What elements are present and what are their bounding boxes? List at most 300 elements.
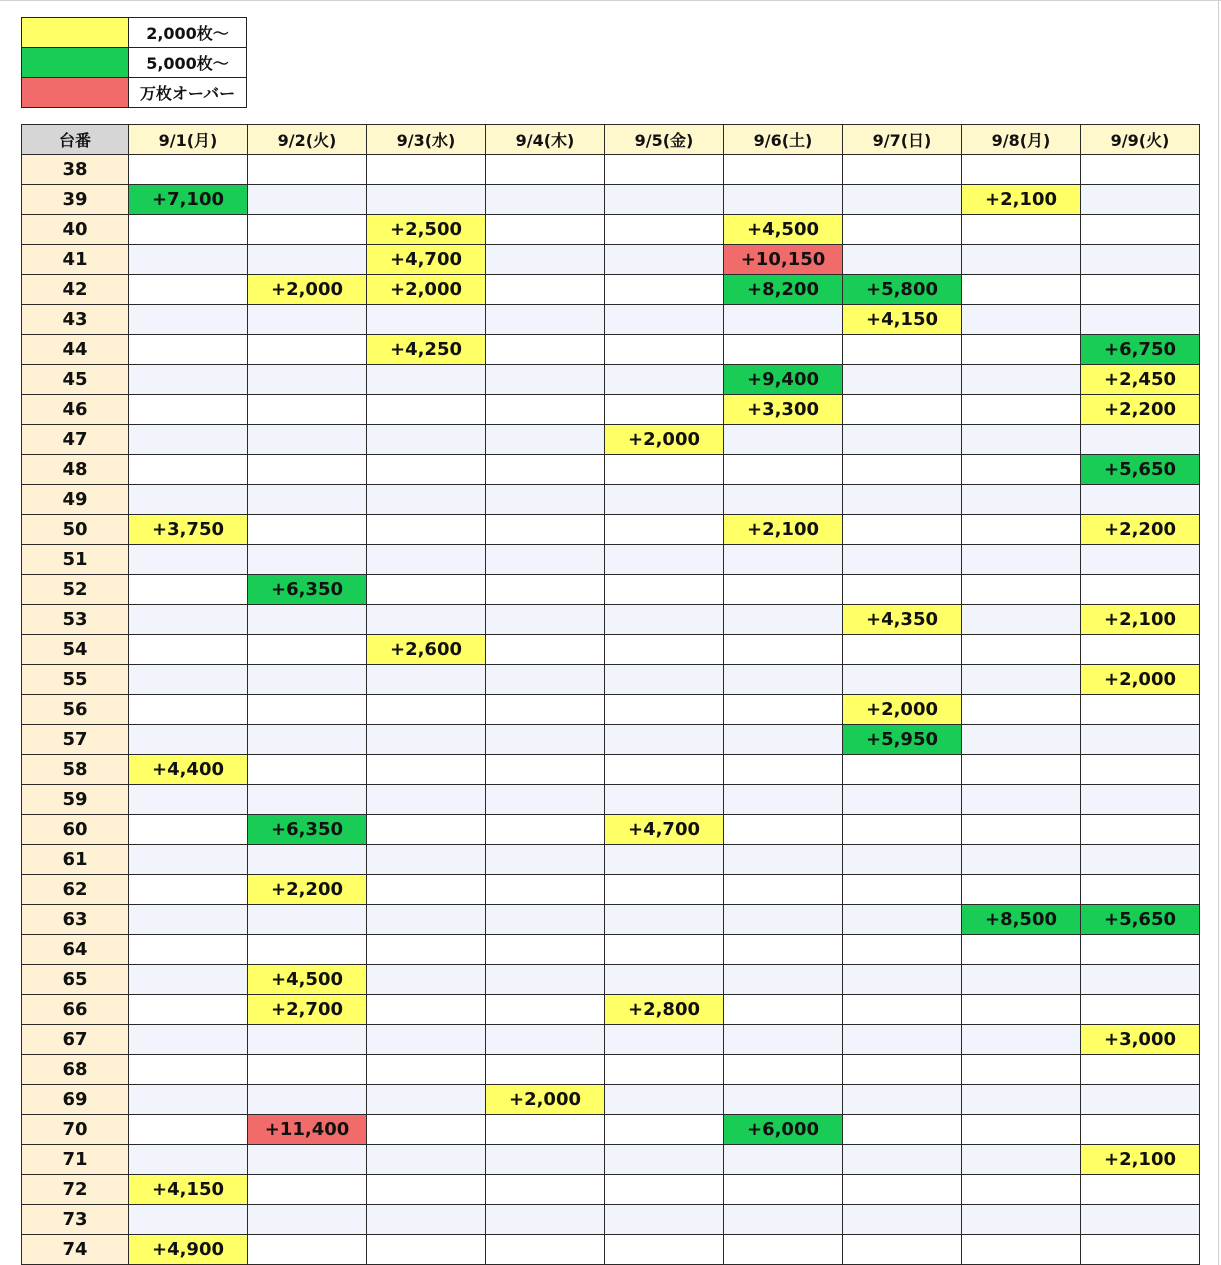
result-cell [962,425,1081,455]
result-cell: +3,750 [129,515,248,545]
result-cell [486,1175,605,1205]
result-cell: +7,100 [129,185,248,215]
result-cell [248,335,367,365]
result-cell [129,575,248,605]
result-cell [605,1085,724,1115]
machine-number: 41 [22,245,129,275]
result-cell [486,905,605,935]
table-row [22,575,1200,605]
result-cell [129,785,248,815]
table-row [22,1025,1200,1055]
result-cell [605,1115,724,1145]
result-cell [129,905,248,935]
result-cell [367,935,486,965]
machine-number: 60 [22,815,129,845]
result-cell [843,1175,962,1205]
result-cell [962,875,1081,905]
result-cell [367,155,486,185]
machine-number: 72 [22,1175,129,1205]
table-row [22,215,1200,245]
legend-label: 2,000枚～ [129,18,247,48]
result-cell [367,1115,486,1145]
result-cell [486,305,605,335]
result-cell [1081,635,1200,665]
result-cell [962,785,1081,815]
color-legend [21,17,247,108]
machine-number: 73 [22,1205,129,1235]
result-cell [248,1085,367,1115]
machine-number: 50 [22,515,129,545]
result-cell [129,1145,248,1175]
result-cell [248,905,367,935]
result-cell [486,425,605,455]
result-cell [129,215,248,245]
result-cell [962,1205,1081,1235]
result-cell [486,455,605,485]
result-cell [367,1055,486,1085]
result-cell [129,845,248,875]
result-cell [1081,755,1200,785]
result-cell [129,1025,248,1055]
result-cell: +2,700 [248,995,367,1025]
result-cell [724,305,843,335]
machine-number: 71 [22,1145,129,1175]
result-cell [962,275,1081,305]
result-cell [605,695,724,725]
result-cell [367,545,486,575]
result-cell: +4,700 [367,245,486,275]
result-cell [724,155,843,185]
result-cell [1081,875,1200,905]
result-cell [843,785,962,815]
result-cell [367,875,486,905]
table-row [22,905,1200,935]
table-header-row [22,125,1200,155]
result-cell [605,1205,724,1235]
result-cell [843,1205,962,1235]
result-cell [367,725,486,755]
result-cell [129,935,248,965]
result-cell [367,575,486,605]
result-cell [486,755,605,785]
result-cell [486,245,605,275]
result-cell [486,665,605,695]
result-cell: +2,000 [248,275,367,305]
result-cell: +2,200 [1081,515,1200,545]
result-cell: +2,800 [605,995,724,1025]
result-cell [129,605,248,635]
result-cell [129,965,248,995]
result-cell [248,365,367,395]
result-cell [724,725,843,755]
result-cell [1081,725,1200,755]
machine-number: 54 [22,635,129,665]
table-row [22,1085,1200,1115]
result-cell [129,305,248,335]
result-cell [962,485,1081,515]
result-cell [843,815,962,845]
result-cell: +2,200 [1081,395,1200,425]
result-cell [1081,1205,1200,1235]
result-cell [605,395,724,425]
table-row [22,155,1200,185]
result-cell [962,665,1081,695]
machine-number: 52 [22,575,129,605]
result-cell [1081,185,1200,215]
result-cell [367,665,486,695]
result-cell [486,785,605,815]
result-cell [724,545,843,575]
result-cell [486,1235,605,1265]
result-cell: +2,450 [1081,365,1200,395]
right-edge-line [1218,0,1219,1265]
table-row [22,185,1200,215]
result-cell [843,455,962,485]
table-row [22,635,1200,665]
table-row [22,455,1200,485]
result-cell [129,995,248,1025]
result-cell [605,845,724,875]
result-cell [962,455,1081,485]
result-cell [843,935,962,965]
result-cell [248,1055,367,1085]
result-cell [486,335,605,365]
result-cell [486,275,605,305]
table-row [22,1145,1200,1175]
result-cell [605,185,724,215]
machine-number: 74 [22,1235,129,1265]
result-cell [367,455,486,485]
result-cell [962,635,1081,665]
date-header: 9/6(土) [724,125,843,155]
result-cell [486,485,605,515]
table-row [22,275,1200,305]
result-cell [605,905,724,935]
result-cell [724,1055,843,1085]
result-cell [962,365,1081,395]
result-cell [1081,785,1200,815]
result-cell: +5,650 [1081,455,1200,485]
result-cell: +2,200 [248,875,367,905]
table-body [22,155,1200,1265]
result-cell [962,335,1081,365]
table-row [22,665,1200,695]
result-cell [605,875,724,905]
result-cell [486,515,605,545]
result-cell [486,875,605,905]
result-cell [962,725,1081,755]
result-cell [129,1055,248,1085]
result-cell: +9,400 [724,365,843,395]
result-cell [129,455,248,485]
date-header: 9/7(日) [843,125,962,155]
machine-number: 51 [22,545,129,575]
result-cell [962,1175,1081,1205]
machine-number: 46 [22,395,129,425]
machine-number: 62 [22,875,129,905]
result-cell [605,1175,724,1205]
result-cell [605,1145,724,1175]
result-cell [843,995,962,1025]
result-cell [248,185,367,215]
result-cell [129,1205,248,1235]
result-cell [962,1025,1081,1055]
result-cell [962,935,1081,965]
result-cell [129,725,248,755]
result-cell [367,815,486,845]
result-cell [605,275,724,305]
result-cell [486,575,605,605]
result-cell [367,1085,486,1115]
result-cell: +6,350 [248,575,367,605]
result-cell [724,845,843,875]
result-cell [843,425,962,455]
result-cell [605,545,724,575]
result-cell [248,215,367,245]
result-cell [486,845,605,875]
result-cell: +2,100 [1081,1145,1200,1175]
result-cell [605,1025,724,1055]
result-cell [367,1235,486,1265]
result-cell [605,635,724,665]
result-cell [605,245,724,275]
result-cell: +10,150 [724,245,843,275]
result-cell [486,1025,605,1055]
result-cell [843,875,962,905]
result-cell [1081,1055,1200,1085]
machine-number: 38 [22,155,129,185]
machine-number: 44 [22,335,129,365]
table-row [22,725,1200,755]
result-cell [248,485,367,515]
table-row [22,815,1200,845]
result-cell [486,995,605,1025]
result-cell [367,755,486,785]
date-header: 9/5(金) [605,125,724,155]
result-cell [724,1025,843,1055]
table-row [22,1175,1200,1205]
legend-label: 5,000枚～ [129,48,247,78]
result-cell [248,245,367,275]
result-cell [248,845,367,875]
result-cell [724,995,843,1025]
result-cell [962,1145,1081,1175]
result-cell [367,905,486,935]
result-cell [248,545,367,575]
result-cell [962,245,1081,275]
result-cell [1081,965,1200,995]
legend-swatch-green [22,48,129,78]
machine-results-table [21,124,1200,1265]
machine-number: 43 [22,305,129,335]
machine-number: 39 [22,185,129,215]
result-cell [962,845,1081,875]
result-cell [1081,815,1200,845]
date-header: 9/9(火) [1081,125,1200,155]
result-cell [367,305,486,335]
result-cell [367,1205,486,1235]
result-cell [1081,1235,1200,1265]
result-cell [486,935,605,965]
result-cell [843,395,962,425]
table-row [22,995,1200,1025]
result-cell [962,1055,1081,1085]
result-cell [843,155,962,185]
result-cell [486,605,605,635]
result-cell: +4,400 [129,755,248,785]
result-cell [248,155,367,185]
result-cell [843,755,962,785]
machine-number: 57 [22,725,129,755]
result-cell [724,185,843,215]
result-cell [605,455,724,485]
result-cell [367,605,486,635]
result-cell [248,635,367,665]
machine-number: 59 [22,785,129,815]
result-cell: +4,150 [843,305,962,335]
result-cell [1081,695,1200,725]
date-header: 9/4(木) [486,125,605,155]
result-cell [843,1235,962,1265]
result-cell [962,305,1081,335]
result-cell: +11,400 [248,1115,367,1145]
result-cell [724,905,843,935]
result-cell [724,1175,843,1205]
result-cell [486,1145,605,1175]
table-row [22,485,1200,515]
result-cell [962,515,1081,545]
result-cell [248,605,367,635]
result-cell [962,965,1081,995]
result-cell [962,695,1081,725]
machine-number: 66 [22,995,129,1025]
result-cell: +4,500 [724,215,843,245]
result-cell [129,1085,248,1115]
result-cell [129,545,248,575]
result-cell [248,665,367,695]
result-cell: +4,350 [843,605,962,635]
result-cell [1081,215,1200,245]
table-row [22,1055,1200,1085]
legend-swatch-red [22,78,129,108]
result-cell [486,395,605,425]
result-cell [843,515,962,545]
result-cell [248,515,367,545]
result-cell [486,365,605,395]
legend-label: 万枚オーバー [129,78,247,108]
result-cell [486,965,605,995]
result-cell [843,185,962,215]
result-cell [486,185,605,215]
result-cell [843,1145,962,1175]
result-cell [605,755,724,785]
result-cell [962,545,1081,575]
result-cell [843,1085,962,1115]
result-cell [843,1025,962,1055]
result-cell [843,635,962,665]
result-cell [605,605,724,635]
result-cell [1081,1085,1200,1115]
result-cell: +5,950 [843,725,962,755]
result-cell: +2,500 [367,215,486,245]
result-cell [367,185,486,215]
result-cell [724,485,843,515]
result-cell [605,725,724,755]
result-cell: +4,900 [129,1235,248,1265]
result-cell [1081,1115,1200,1145]
result-cell [605,215,724,245]
legend-row-yellow [22,18,247,48]
result-cell: +2,000 [843,695,962,725]
table-row [22,785,1200,815]
machine-number: 47 [22,425,129,455]
result-cell [129,335,248,365]
date-header: 9/2(火) [248,125,367,155]
result-cell [486,695,605,725]
machine-number: 58 [22,755,129,785]
result-cell [605,965,724,995]
result-cell [962,215,1081,245]
result-cell [1081,425,1200,455]
table-row [22,935,1200,965]
result-cell [1081,845,1200,875]
result-cell [843,365,962,395]
result-cell [248,1145,367,1175]
result-cell [129,155,248,185]
result-cell [129,395,248,425]
result-cell [843,485,962,515]
result-cell [486,725,605,755]
result-cell [605,515,724,545]
machine-number: 67 [22,1025,129,1055]
result-cell [129,425,248,455]
result-cell [605,785,724,815]
table-row [22,875,1200,905]
table-row [22,755,1200,785]
result-cell [1081,245,1200,275]
machine-number: 40 [22,215,129,245]
result-cell [486,155,605,185]
result-cell [367,965,486,995]
result-cell: +2,000 [367,275,486,305]
result-cell [367,515,486,545]
result-cell [367,695,486,725]
result-cell [129,365,248,395]
result-cell [129,875,248,905]
result-cell [724,965,843,995]
result-cell: +4,250 [367,335,486,365]
result-cell [605,485,724,515]
result-cell [129,815,248,845]
result-cell [486,1055,605,1085]
result-cell: +2,100 [724,515,843,545]
result-cell [248,395,367,425]
table-row [22,1115,1200,1145]
machine-number: 42 [22,275,129,305]
result-cell [962,605,1081,635]
result-cell [843,905,962,935]
table-row [22,545,1200,575]
result-cell [129,275,248,305]
machine-number: 68 [22,1055,129,1085]
result-cell [129,635,248,665]
legend-row-green [22,48,247,78]
result-cell [367,995,486,1025]
machine-number: 45 [22,365,129,395]
result-cell [248,455,367,485]
result-cell [962,995,1081,1025]
result-cell [129,1115,248,1145]
